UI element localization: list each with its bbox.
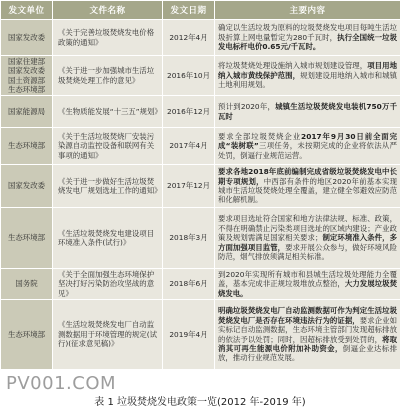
document-title-cell: 《关于进一步做好生活垃圾焚烧发电厂规划选址工作的通知》: [53, 165, 163, 208]
table-body: [1, 20, 400, 370]
content-text-bold: 大力发展垃圾焚烧发电。: [218, 279, 397, 298]
content-text: 中西部有条件的地区2020年前基本实现城市生活垃圾焚烧处理全覆盖，建立健全邻避效应防范和化解机制。: [218, 176, 397, 205]
document-title-cell: 《关于进一步加强城市生活垃圾焚烧处理工作的意见》: [53, 56, 163, 96]
issue-date-cell: 2019年4月: [163, 300, 215, 370]
issuer-cell: [1, 208, 53, 269]
main-content-cell: [215, 128, 400, 165]
content-text: 要求开展公众参与，做好环境风险防范，烟气排放须满足相关标准。: [218, 242, 397, 262]
issuer-cell: [1, 165, 53, 208]
issue-date-cell: 2018年6月: [163, 269, 215, 300]
document-title-cell: 《生物质能发展“十三五”规划》: [53, 96, 163, 128]
issuer-name: 国土资源部: [8, 75, 45, 85]
main-content-cell: [215, 300, 400, 370]
issuer-cell: [1, 20, 53, 56]
issuer-name: 国家发改委: [8, 66, 45, 76]
header-date: 发文日期: [163, 1, 215, 20]
header-issuer: 发文单位: [1, 1, 53, 20]
content-text-bold: 明确垃圾焚烧发电厂自动监测数据可作为判定生活垃圾焚烧发电厂是否存在环境违法行为的证据，: [218, 306, 397, 325]
main-content-cell: [215, 165, 400, 208]
header-title: 文件名称: [53, 1, 163, 20]
document-title-cell: 《关于全面加强生态环境保护坚决打好污染防治攻坚战的意见》: [53, 269, 163, 300]
policy-row: [1, 165, 400, 208]
issuer-name: 生态环境部: [8, 233, 45, 243]
main-content-cell: [215, 96, 400, 128]
issuer-cell: [1, 128, 53, 165]
table-header: [1, 1, 400, 20]
issue-date-cell: 2016年12月: [163, 96, 215, 128]
issue-date-cell: 2018年3月: [163, 208, 215, 269]
issuer-name: 生态环境部: [8, 84, 45, 94]
policy-row: [1, 20, 400, 56]
content-text: 规划建设用地纳入城市和城镇土地利用规划。: [218, 70, 397, 90]
watermark-text: PV001.COM: [6, 373, 117, 394]
issuer-name: 国家发改委: [8, 32, 45, 42]
header-row: [1, 1, 400, 20]
document-title-cell: 《关于生活垃圾焚烧厂安装污染源自动监控设备和联网有关事项的通知》: [53, 128, 163, 165]
issuer-name: 生态环境部: [8, 329, 45, 339]
issue-date-cell: 2017年4月: [163, 128, 215, 165]
issuer-cell: [1, 269, 53, 300]
policy-row: [1, 128, 400, 165]
content-text: 将垃圾焚烧处理设施纳入城市规划建设管理，: [218, 61, 368, 71]
content-text: 要求项目选址符合国家和地方法律法规、标准、政策，不得在明确禁止污染类项目选址的区域内建设；产业政策及规划需满足国家相关要求；: [218, 214, 397, 243]
content-text-bold: 项目用地纳入城市黄线保护范围，: [218, 61, 397, 80]
document-title-cell: 《关于完善垃圾焚烧发电价格政策的通知》: [53, 20, 163, 56]
issue-date-cell: 2016年10月: [163, 56, 215, 96]
header-content: 主要内容: [215, 1, 400, 20]
content-text-bold: 2017年9月30日前全面完成“装树联”: [218, 131, 397, 151]
issuer-cell: [1, 300, 53, 370]
policy-row: [1, 208, 400, 269]
policy-row: [1, 56, 400, 96]
content-text-bold: 将取消其可再生能源电价附加补助资金，: [218, 334, 397, 353]
issuer-cell: [1, 96, 53, 128]
issuer-cell: [1, 56, 53, 96]
main-content-cell: [215, 269, 400, 300]
main-content-cell: [215, 208, 400, 269]
content-text-bold: 城镇生活垃圾焚烧发电装机750万千瓦时: [218, 102, 397, 121]
issuer-name: 国家住建部: [8, 56, 45, 66]
content-text-bold: 执行全国统一垃圾发电标杆电价0.65元/千瓦时。: [218, 32, 397, 52]
content-text: 三项任务，未按期完成的企业将依法从严处罚，倒逼行业规范运营。: [218, 141, 397, 160]
document-title-cell: 《生活垃圾焚烧发电建设项目环境准入条件(试行)》: [53, 208, 163, 269]
issuer-name: 国家能源局: [8, 106, 45, 116]
policy-row: [1, 269, 400, 300]
issuer-name: 国家发改委: [8, 181, 45, 191]
main-content-cell: [215, 20, 400, 56]
content-text: 预计到2020年，: [218, 102, 276, 112]
issue-date-cell: 2017年12月: [163, 165, 215, 208]
policy-row: [1, 300, 400, 370]
policy-row: [1, 96, 400, 128]
issue-date-cell: 2012年4月: [163, 20, 215, 56]
main-content-cell: [215, 56, 400, 96]
issuer-name: 生态环境部: [8, 141, 45, 151]
content-text-bold: 要求各地2018年底前编制完成省级垃圾焚烧发电中长期专项规划，: [218, 167, 397, 186]
content-text: 要求全部垃圾焚烧企业: [218, 131, 302, 141]
issuer-name: 国务院: [15, 279, 38, 289]
content-text: 到2020年实现所有城市和县城生活垃圾处理能力全覆盖，基本完成非正规垃圾堆放点整治，: [218, 269, 397, 289]
content-text: 倒逼企业达标排放，推动行业规范发展。: [218, 343, 397, 363]
content-text: 要求企业如实标记自动监测数据，生态环境主管部门发现超标排放的依法予以处罚；同时，因超标排放受到处罚的，: [218, 315, 397, 344]
table-caption: 表 1 垃圾焚烧发电政策一览(2012 年-2019 年): [94, 397, 306, 408]
document-title-cell: 《生活垃圾焚烧发电厂自动监测数据用于环境管理的规定(试行)(征求意见稿)》: [53, 300, 163, 370]
content-text: 确定以生活垃圾为原料的垃圾焚烧发电项目每吨生活垃圾折算上网电量暂定为280千瓦时，: [218, 23, 397, 42]
content-text-bold: 制定环境准入条件，多方面加强项目监管，: [218, 233, 397, 252]
